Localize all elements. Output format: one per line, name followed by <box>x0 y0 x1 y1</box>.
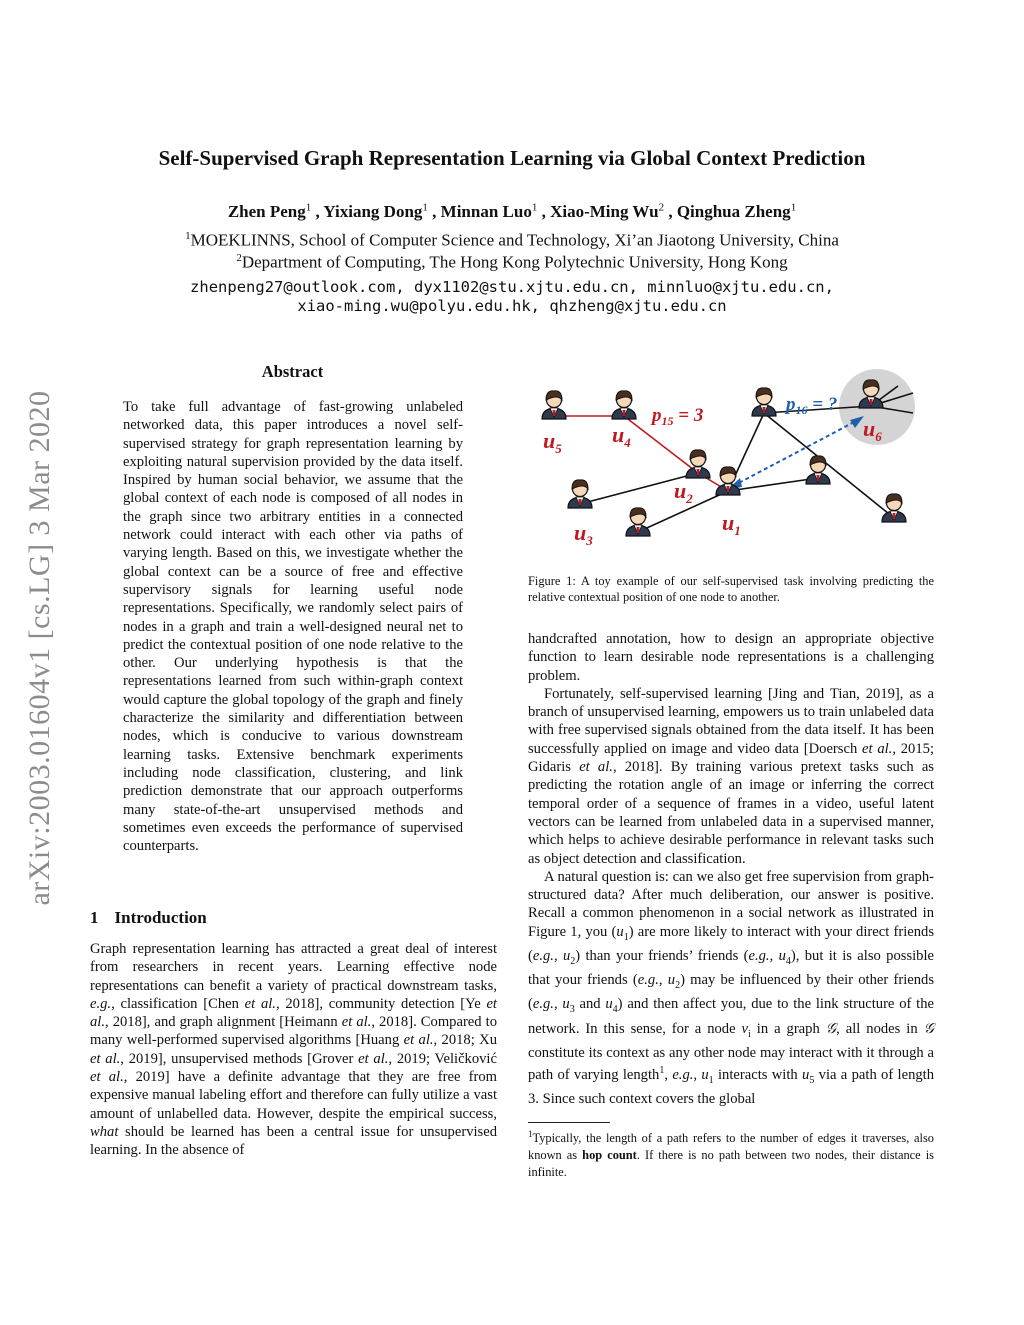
email-line-1: zhenpeng27@outlook.com, dyx1102@stu.xjtu.edu.cn, minnluo@xjtu.edu.cn, <box>190 278 834 296</box>
author: Xiao-Ming Wu$^2$ , <box>550 201 677 221</box>
label-u1: $u_1$ <box>722 510 741 538</box>
arxiv-identifier: arXiv:2003.01604v1 [cs.LG] 3 Mar 2020 <box>23 390 56 906</box>
affiliation-2: $^2$Department of Computing, The Hong Kong Polytechnic University, Hong Kong <box>236 252 788 272</box>
node-person <box>612 391 636 419</box>
label-u3: $u_3$ <box>574 520 593 548</box>
right-column-text <box>528 630 934 1108</box>
author: Yixiang Dong$^1$ , <box>323 201 441 221</box>
node-person <box>882 494 906 522</box>
label-p16: $p_{16}$ = ? <box>786 394 838 417</box>
node-person <box>542 391 566 419</box>
paper-title: Self-Supervised Graph Representation Learning via Global Context Prediction <box>158 146 866 170</box>
figure-1-graph <box>528 358 934 564</box>
paragraph-continuation: handcrafted annotation, how to design an appropriate objective function to learn desirable node representations is a challenging problem. <box>528 631 934 684</box>
label-u6: $u_6$ <box>863 416 882 444</box>
paragraph-natural-question: A natural question is: can we also get free supervision from graph-structured data? After much deliberation, our answer is positive. Recall a common phenomenon in a social network as illustrated in Figure 1, you $(u_1)$ are more likely to interact with your direct friends (e.g., $u_2$) than your friends’ friends (e.g., $u_4$), but it is also possible that your friends (e.g., $u_2$) may be influenced by their other friends (e.g., $u_3$ and $u_4$) and then affect you, due to the link structure of the network. In this sense, for a node $v_i$ in a graph 𝒢, all nodes in 𝒢 constitute its context as any other node may interact with it through a path of varying length$^1$, e.g., $u_1$ interacts with $u_5$ via a path of length 3. Since such context covers the global <box>528 868 935 1108</box>
abstract-text: To take full advantage of fast-growing unlabeled networked data, this paper introduces a novel self-supervised strategy for graph representation learning by exploiting natural supervision provided by the data itself. Inspired by human social behavior, we assume that the global context of each node is composed of all nodes in the graph since two arbitrary entities in a connected network could interact with each other via paths of varying length. Based on this, we investigate whether the global context can be a source of free and effective supervisory signals for learning useful node representations. Specifically, we randomly select pairs of nodes in a graph and train a well-designed neural net to predict the contextual position of one node relative to the other. Our underlying hypothesis is that the representations learned from such within-graph context would capture the global topology of the graph and finely characterize the similarity and differentiation between nodes, which is conducive to various downstream learning tasks. Extensive benchmark experiments including node classification, clustering, and link prediction demonstrate that our approach outperforms many state-of-the-art unsupervised methods and sometimes even exceeds the performance of supervised counterparts. <box>123 399 463 855</box>
email-line-2: xiao-ming.wu@polyu.edu.hk, qhzheng@xjtu.edu.cn <box>297 297 727 315</box>
abstract-heading: Abstract <box>261 362 324 381</box>
author: Qinghua Zheng$^1$ <box>676 201 797 221</box>
edge <box>728 478 818 491</box>
node-person <box>686 450 710 478</box>
label-u4: $u_4$ <box>612 422 631 450</box>
author-list <box>0 201 1024 222</box>
node-person <box>568 480 592 508</box>
node-person <box>626 508 650 536</box>
paragraph-self-supervised: Fortunately, self-supervised learning [Jing and Tian, 2019], as a branch of unsupervised learning, empowers us to train unlabeled data with free supervised signals obtained from the data itself. It has been successfully applied on image and video data [Doersch et al., 2015; Gidaris et al., 2018]. By training various pretext tasks such as predicting the rotation angle of an image or inferring the correct temporal order of a sequence of frames in a video, useful latent vectors can be learned from unlabeled data in a supervised manner, which helps to achieve desirable performance in relevant tasks such as object detection and classification. <box>528 685 934 867</box>
intro-paragraph-1: Graph representation learning has attracted a great deal of interest from researchers in recent years. Learning effective node representations can benefit a variety of practical downstream tasks, e.g., classification [Chen et al., 2018], community detection [Ye et al., 2018], and graph alignment [Heimann et al., 2018]. Compared to many well-performed supervised algorithms [Huang et al., 2018; Xu et al., 2019], unsupervised methods [Grover et al., 2019; Veličković et al., 2019] have a definite advantage that they are free from expensive manual labeling effort and therefore can fully utilize a vast amount of unlabelled data. However, despite the empirical success, what should be learned has been a central issue for unsupervised learning. In the absence of <box>90 941 497 1159</box>
node-person <box>752 388 776 416</box>
footnote-rule <box>528 1122 610 1123</box>
label-u2: $u_2$ <box>674 478 693 506</box>
label-p15: $p_{15} = 3$ <box>652 405 704 428</box>
label-u5: $u_5$ <box>543 428 562 456</box>
figure-1 <box>528 358 934 564</box>
author: Zhen Peng$^1$ , <box>227 201 324 221</box>
author: Minnan Luo$^1$ , <box>440 201 551 221</box>
affiliation-1: $^1$MOEKLINNS, School of Computer Science and Technology, Xi’an Jiaotong University, China <box>185 230 839 250</box>
p16-dashed-edge <box>733 420 858 486</box>
footnote-1: $^1$Typically, the length of a path refers to the number of edges it traverses, also known as hop count. If there is no path between two nodes, their distance is infinite. <box>528 1129 934 1180</box>
node-person <box>806 456 830 484</box>
section-heading: 1 Introduction <box>90 908 207 927</box>
figure-1-caption: Figure 1: A toy example of our self-supervised task involving predicting the relative contextual position of one node to another. <box>528 574 935 604</box>
